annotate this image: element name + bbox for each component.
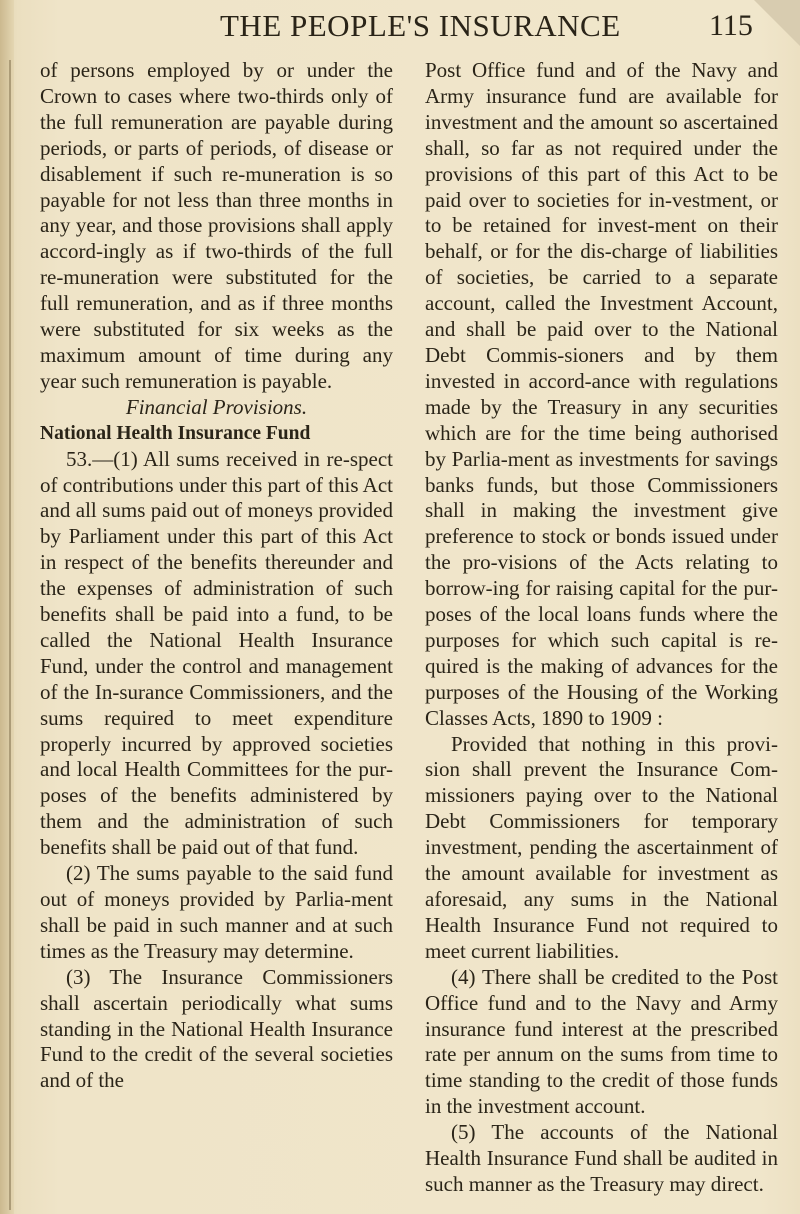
section-heading: Financial Provisions. bbox=[125, 394, 308, 419]
right-column bbox=[425, 58, 778, 1198]
paragraph-53-5: (5) The accounts of the National Health Insurance Fund shall be audited in such manner as the Treasury may direct. bbox=[425, 1120, 778, 1196]
gutter-line bbox=[9, 60, 11, 1210]
paragraph-53-4: (4) There shall be credited to the Post Office fund and to the Navy and Army insurance fund interest at the prescribed rate per annum on the sums from time to time standing to the credit of those funds in the investment account. bbox=[425, 964, 778, 1119]
paragraph-53-1: 53.—(1) All sums received in re-spect of contributions under this part of this Act and all sums paid out of moneys provided by Parliament under this part of this Act in respect of the benefits thereunder and the expenses of administration of such benefits shall be paid into a fund, to be called the National Health Insurance Fund, under the control and management of the In-surance Commissioners, and the sums required to meet expenditure properly incurred by approved societies and local Health Committees for the pur-poses of the benefits administered by them and the administration of such benefits shall be paid out of that fund. bbox=[40, 446, 393, 860]
page-number: 115 bbox=[709, 9, 753, 42]
binding-gutter bbox=[0, 0, 14, 1214]
paragraph-intro: of persons employed by or under the Crown to cases where two-thirds only of the full remuneration are payable during periods, or parts of periods, of disease or disablement if such re-muneration is so payable for not less than three months in any year, and those provisions shall apply accord-ingly as if two-thirds of the full re-muneration were substituted for the full remuneration, and as if three months were substituted for six weeks as the maximum amount of time during any year such remuneration is payable. bbox=[40, 58, 393, 393]
paragraph-continued: Post Office fund and of the Navy and Army insurance fund are available for investment and the amount so ascertained shall, so far as not required under the provisions of this part of this Act to be paid over to societies for in-vestment, or to be retained for invest-ment on their behalf, or for the dis-charge of liabilities of societies, be carried to a separate account, called the Investment Account, and shall be paid over to the National Debt Commis-sioners and by them invested in accord-ance with regulations made by the Treasury in any securities which are for the time being authorised by Parlia-ment as investments for savings banks funds, but those Commissioners shall in making the investment give preference to stock or bonds issued under the pro-visions of the Acts relating to borrow-ing for raising capital for the pur-poses of the local loans funds where the purposes for which such capital is re-quired is the making of advances for the purposes of the Housing of the Working Classes Acts, 1890 to 1909 : bbox=[425, 58, 778, 730]
paragraph-53-3: (3) The Insurance Commissioners shall ascertain periodically what sums standing in the National Health Insurance Fund to the credit of the several societies and of the bbox=[40, 964, 393, 1093]
subheading: National Health Insurance Fund bbox=[40, 422, 311, 444]
running-title: THE PEOPLE'S INSURANCE bbox=[220, 8, 621, 43]
paragraph-53-2: (2) The sums payable to the said fund out of moneys provided by Parlia-ment shall be paid in such manner and at such times as the Treasury may determine. bbox=[40, 861, 393, 963]
paragraph-proviso: Provided that nothing in this provi-sion shall prevent the Insurance Com-missioners paying over to the National Debt Commissioners for temporary investment, pending the ascertainment of the amount available for investment as aforesaid, any sums in the National Health Insurance Fund not required to meet current liabilities. bbox=[425, 731, 778, 963]
left-column bbox=[40, 58, 393, 1094]
page-header bbox=[0, 8, 800, 48]
